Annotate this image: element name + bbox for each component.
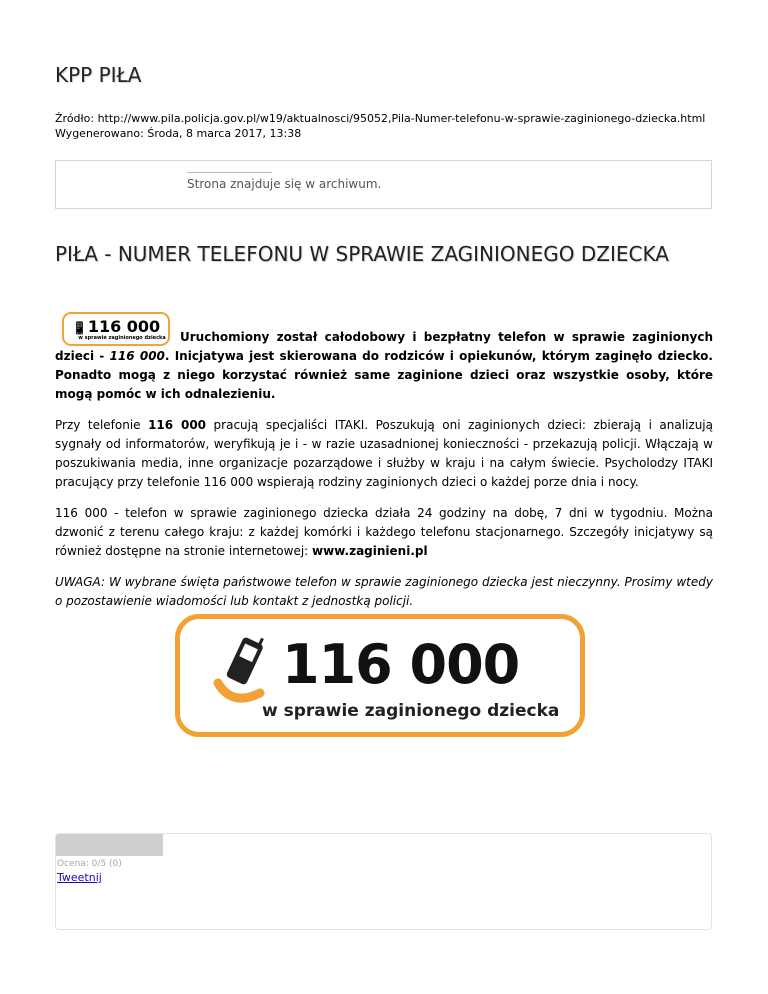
lead-number: 116 000 bbox=[109, 349, 165, 363]
phone-icon bbox=[210, 633, 274, 711]
hotline-logo bbox=[175, 614, 585, 737]
logo-subtitle: w sprawie zaginionego dziecka bbox=[262, 701, 560, 721]
article-lead: 📱 116 000 w sprawie zaginionego dziecka Uruchomiony został całodobowy i bezpłatny telefon w sprawie zaginionych dzieci - 116 000. Inicjatywa jest skierowana do rodziców i opiekunów, którym zaginęło dziecko. Ponadto mogą z niego korzystać również same zaginione dzieci oraz wszystkie osoby, które mogą pomóc w ich odnalezieniu. bbox=[55, 310, 713, 404]
archive-divider bbox=[187, 172, 272, 173]
thumbnail-logo-number: 116 000 bbox=[87, 316, 161, 336]
site-title: KPP PIŁA bbox=[55, 63, 142, 87]
generated-date: Wygenerowano: Środa, 8 marca 2017, 13:38 bbox=[55, 127, 302, 140]
archive-notice-box bbox=[55, 160, 712, 209]
p2-number: 116 000 bbox=[148, 418, 207, 432]
phone-icon: 📱 bbox=[72, 321, 87, 335]
thumbnail-logo bbox=[62, 312, 170, 346]
logo-number: 116 000 bbox=[282, 633, 520, 696]
article-body bbox=[55, 310, 713, 623]
article-title: PIŁA - NUMER TELEFONU W SPRAWIE ZAGINIONEGO DZIECKA bbox=[55, 242, 669, 266]
archive-notice: Strona znajduje się w archiwum. bbox=[187, 177, 382, 191]
rating-box bbox=[55, 833, 712, 930]
zaginieni-link[interactable]: www.zaginieni.pl bbox=[312, 544, 428, 558]
tweet-link[interactable]: Tweetnij bbox=[57, 871, 102, 884]
document-meta bbox=[55, 111, 705, 141]
rating-bar[interactable] bbox=[56, 834, 163, 856]
paragraph-hours: 116 000 - telefon w sprawie zaginionego dziecka działa 24 godziny na dobę, 7 dni w tygodniu. Można dzwonić z terenu całego kraju: z każdej komórki i każdego telefonu stacjonarnego. Szczegóły inicjatywy są również dostępne na stronie internetowej: www.zaginieni.pl bbox=[55, 506, 713, 558]
source-url: Źródło: http://www.pila.policja.gov.pl/w19/aktualnosci/95052,Pila-Numer-telefonu-w-sprawie-zaginionego-dziecka.html bbox=[55, 112, 706, 125]
paragraph-itaka: Przy telefonie 116 000 pracują specjaliści ITAKI. Poszukują oni zaginionych dzieci: zbierają i analizują sygnały od informatorów, weryfikują je i - w razie uzasadnionej konieczności - przekazują policji. Włączają w poszukiwania media, inne organizacje pozarządowe i służby w kraju i na całym świecie. Psycholodzy ITAKI pracujący przy telefonie 116 000 wspierają rodziny zaginionych dzieci o każdej porze dnia i nocy. bbox=[55, 418, 713, 489]
paragraph-notice: UWAGA: W wybrane święta państwowe telefon w sprawie zaginionego dziecka jest nieczynny. Prosimy wtedy o pozostawienie wiadomości lub kontakt z jednostką policji. bbox=[55, 575, 713, 608]
thumbnail-logo-subtitle: w sprawie zaginionego dziecka bbox=[78, 334, 166, 341]
rating-text: Ocena: 0/5 (0) bbox=[57, 859, 122, 869]
